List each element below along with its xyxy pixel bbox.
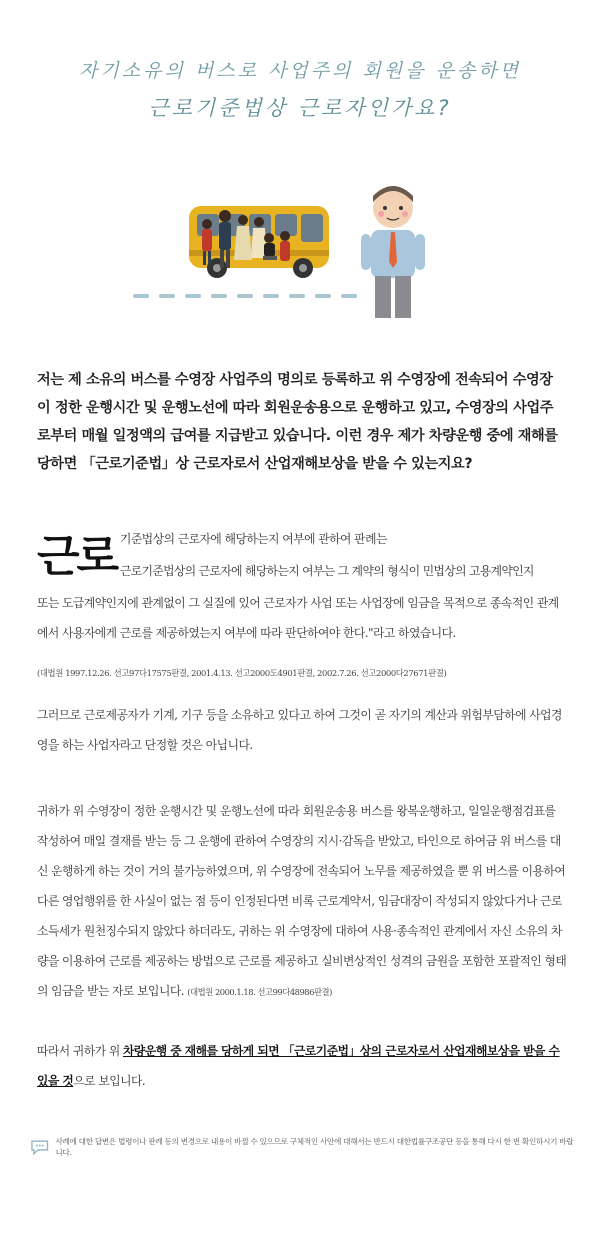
footer-notice [30, 1136, 575, 1158]
citation-1: (대법원 1997.12.26. 선고97다17575판결, 2001.4.13. 선고2000도4901판결, 2002.7.26. 선고2000다27671판결) [37, 668, 447, 678]
question-text: 저는 제 소유의 버스를 수영장 사업주의 명의로 등록하고 위 수영장에 전속되어 수영장이 정한 운행시간 및 운행노선에 따라 회원운송용으로 운행하고 있고, 수영장의 사업주로부터 매월 일정액의 급여를 지급받고 있습니다. 이런 경우 제가 차량운행 중에 재해를 당하면 「근로기준법」상 근로자로서 산업재해보상을 받을 수 있는지요? [37, 372, 558, 472]
conclusion-prefix: 따라서 귀하가 위 [37, 1044, 124, 1058]
speech-bubble-icon [30, 1139, 49, 1155]
answer-conclusion [37, 1036, 567, 1096]
conclusion-highlight: 차량운행 중 재해를 당하게 되면 「근로기준법」상의 근로자로서 산업재해보상을 받을 수 있을 것 [37, 1044, 560, 1088]
answer-paragraph-2: 그러므로 근로제공자가 기계, 기구 등을 소유하고 있다고 하여 그것이 곧 자기의 계산과 위험부담하에 사업경영을 하는 사업자라고 단정할 것은 아닙니다. [37, 708, 562, 752]
page-title-line2: 근로기준법상 근로자인가요? [148, 96, 452, 120]
answer-intro-rest: 또는 도급계약인지에 관계없이 그 실질에 있어 근로자가 사업 또는 사업장에 임금을 목적으로 종속적인 관계에서 사용자에게 근로를 제공하였는지 여부에 따라 판단하여야 한다."라고 하였습니다. [37, 596, 559, 640]
answer-dropcap: 근로 [37, 531, 117, 582]
road-dashes [133, 294, 357, 298]
answer-paragraph-3 [37, 796, 567, 1007]
page-title-line1: 자기소유의 버스로 사업주의 회원을 운송하면 [79, 60, 521, 82]
conclusion-suffix: 으로 보입니다. [73, 1074, 146, 1088]
citation-2: (대법원 2000.1.18. 선고99다48986판결) [187, 987, 332, 997]
bus-worker-illustration [125, 176, 445, 321]
answer-intro-line1: 기준법상의 근로자에 해당하는지 여부에 관하여 판례는 [120, 532, 387, 546]
answer-intro-line2: 근로기준법상의 근로자에 해당하는지 여부는 그 계약의 형식이 민법상의 고용계약인지 [120, 564, 534, 578]
footer-text: 사례에 대한 답변은 법령이나 판례 등의 변경으로 내용이 바뀔 수 있으므로 구체적인 사안에 대해서는 반드시 대한법률구조공단 등을 통해 다시 한 번 확인하시기 바랍니다. [55, 1137, 574, 1157]
worker-icon [361, 186, 425, 318]
paragraph-3-text: 귀하가 위 수영장이 정한 운행시간 및 운행노선에 따라 회원운송용 버스를 왕복운행하고, 일일운행점검표를 작성하여 매일 결재를 받는 등 그 운행에 관하여 수영장의 지시·감독을 받았고, 타인으로 하여금 위 버스를 대신 운행하게 하는 것이 거의 불가능하였으며, 위 수영장에 전속되어 노무를 제공하였을 뿐 위 버스를 이용하여 다른 영업행위를 한 사실이 없는 점 등이 인정된다면 비록 근로계약서, 임금대장이 작성되지 않았다거나 근로소득세가 원천징수되지 않았다 하더라도, 귀하는 위 수영장에 대하여 사용·종속적인 관계에서 자신 소유의 차량을 이용하여 근로를 제공하는 방법으로 근로를 제공하고 실비변상적인 성격의 금원을 포함한 포괄적인 형태의 임금을 받는 자로 보입니다. [37, 804, 567, 998]
